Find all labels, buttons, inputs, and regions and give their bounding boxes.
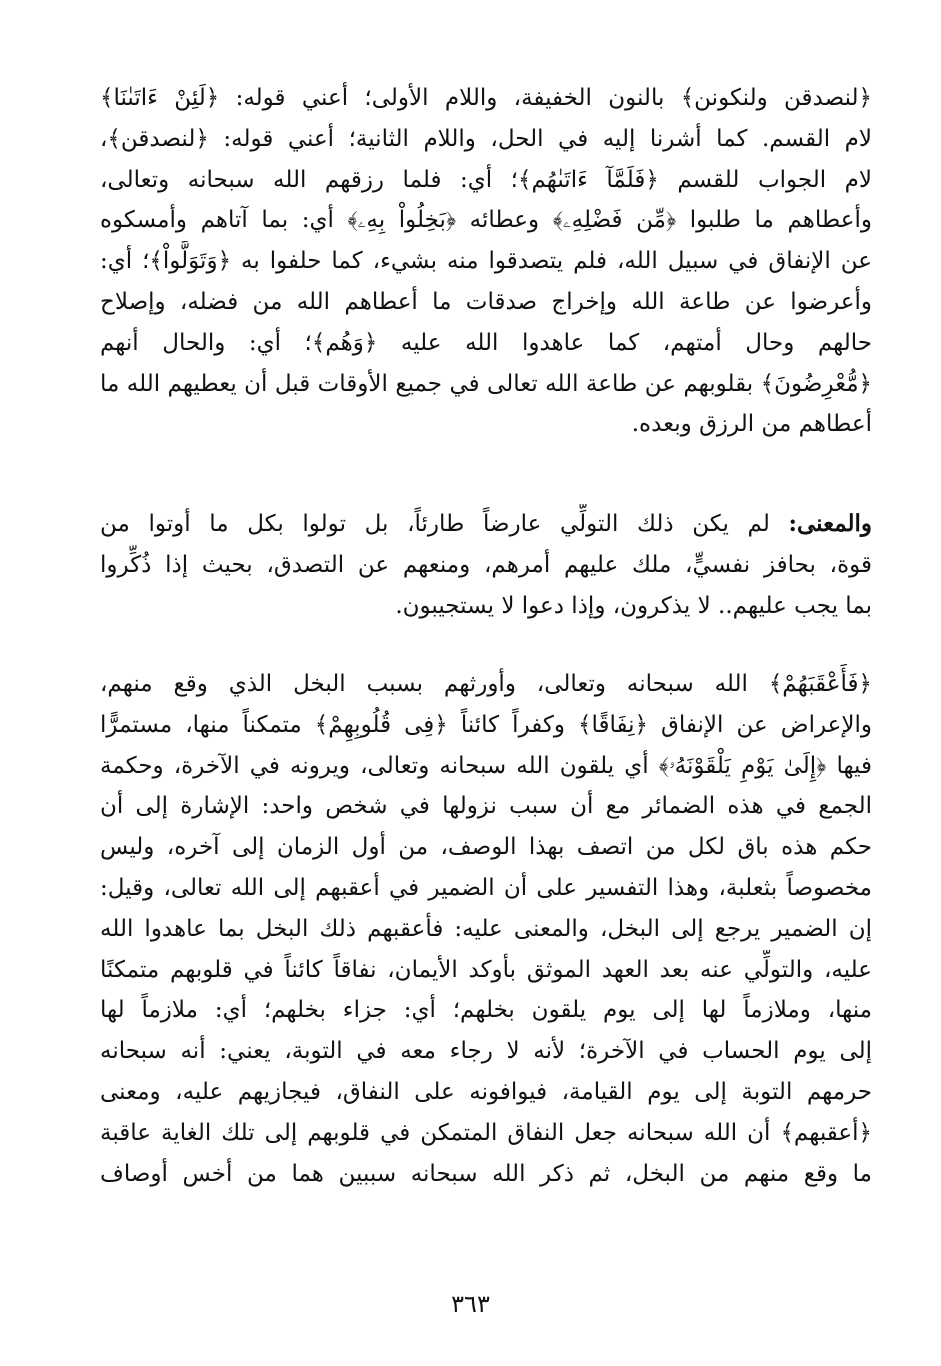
paragraph-line: أعطاهم من الرزق وبعده.	[631, 411, 872, 438]
paragraph-line: ﴿مُّعْرِضُونَ﴾ بقلوبهم عن طاعة الله تعالى في جميع الأوقات قبل أن يعطيهم الله ما	[100, 370, 872, 397]
paragraph-line: لام الجواب للقسم ﴿فَلَمَّآ ءَاتَىٰهُم﴾؛ أي: فلما رزقهم الله سبحانه وتعالى،	[100, 166, 872, 193]
paragraph-line: حرمهم التوبة إلى يوم القيامة، فيوافونه على النفاق، فيجازيهم عليه، ومعنى	[100, 1078, 872, 1105]
paragraph-line: قوة، بحافز نفسيٍّ، ملك عليهم أمرهم، ومنعهم عن التصدق، بحيث إذا ذُكِّروا	[100, 551, 872, 578]
paragraph-line: فيها ﴿إِلَىٰ يَوْمِ يَلْقَوْنَهُۥ﴾ أي يلقون الله سبحانه وتعالى، ويرونه في الآخرة، وحكمة	[100, 752, 872, 779]
paragraph-line: لام القسم. كما أشرنا إليه في الحل، واللام الثانية؛ أعني قوله: ﴿لنصدقن﴾،	[100, 125, 872, 152]
paragraph-line-with-lead	[100, 504, 872, 545]
paragraph-line: وأعرضوا عن طاعة الله وإخراج صدقات ما أعطاهم الله من فضله، وإصلاح	[100, 288, 872, 315]
paragraph-line: وأعطاهم ما طلبوا ﴿مِّن فَضْلِهِۦ﴾ وعطائه ﴿بَخِلُواْ بِهِۦ﴾ أي: بما آتاهم وأمسكوه	[100, 207, 872, 234]
paragraph-line: حالهم وحال أمتهم، كما عاهدوا الله عليه ﴿وَهُم﴾؛ أي: والحال أنهم	[100, 329, 872, 356]
paragraph-line: والإعراض عن الإنفاق ﴿نِفَاقًا﴾ وكفراً كائناً ﴿فِى قُلُوبِهِمْ﴾ متمكناً منها، مستمرًّا	[100, 711, 872, 738]
paragraph-line: الجمع في هذه الضمائر مع أن سبب نزولها في شخص واحد: الإشارة إلى أن	[100, 793, 872, 820]
paragraph-line: ﴿أعقبهم﴾ أن الله سبحانه جعل النفاق المتمكن في قلوبهم إلى تلك الغاية عاقبة	[100, 1119, 872, 1146]
paragraph-line: إلى يوم الحساب في الآخرة؛ لأنه لا رجاء معه في التوبة، يعني: أنه سبحانه	[100, 1038, 872, 1065]
paragraph-line: ما وقع منهم من البخل، ثم ذكر الله سبحانه سببين هما من أخس أوصاف	[100, 1160, 872, 1187]
paragraph-line: حكم هذه باق لكل من اتصف بهذا الوصف، من أول الزمان إلى آخره، وليس	[100, 834, 872, 861]
paragraph-line: ﴿فَأَعْقَبَهُمْ﴾ الله سبحانه وتعالى، وأورثهم بسبب البخل الذي وقع منهم،	[100, 671, 872, 697]
paragraph-1	[100, 78, 872, 445]
paragraph-line: ﴿لنصدقن ولنكونن﴾ بالنون الخفيفة، واللام الأولى؛ أعني قوله: ﴿لَئِنْ ءَاتَىٰنَا﴾	[100, 85, 872, 111]
paragraph-line-text: لم يكن ذلك التولِّي عارضاً طارئاً، بل تولوا بكل ما أوتوا من	[100, 511, 770, 537]
paragraph-line: عليه، والتولِّي عنه بعد العهد الموثق بأوكد الأيمان، نفاقاً كائناً في قلوبهم متمكنًا	[100, 956, 872, 983]
paragraph-line: مخصوصاً بثعلبة، وهذا التفسير على أن الضمير في أعقبهم إلى الله تعالى، وقيل:	[100, 874, 872, 901]
paragraph-line: منها، وملازماً لها إلى يوم يلقون بخلهم؛ أي: جزاء بخلهم؛ أي: ملازماً لها	[100, 997, 872, 1024]
paragraph-line: عن الإنفاق في سبيل الله، فلم يتصدقوا منه بشيء، كما حلفوا به ﴿وَتَوَلَّواْ﴾؛ أي:	[100, 248, 872, 275]
page-number: ٣٦٣	[451, 1290, 490, 1318]
paragraph-line: إن الضمير يرجع إلى البخل، والمعنى عليه: فأعقبهم ذلك البخل بما عاهدوا الله	[100, 915, 872, 942]
paragraph-3	[100, 664, 872, 1194]
paragraph-2	[100, 504, 872, 626]
paragraph-lead: والمعنى:	[788, 510, 872, 537]
paragraph-line: بما يجب عليهم.. لا يذكرون، وإذا دعوا لا يستجيبون.	[395, 592, 872, 619]
